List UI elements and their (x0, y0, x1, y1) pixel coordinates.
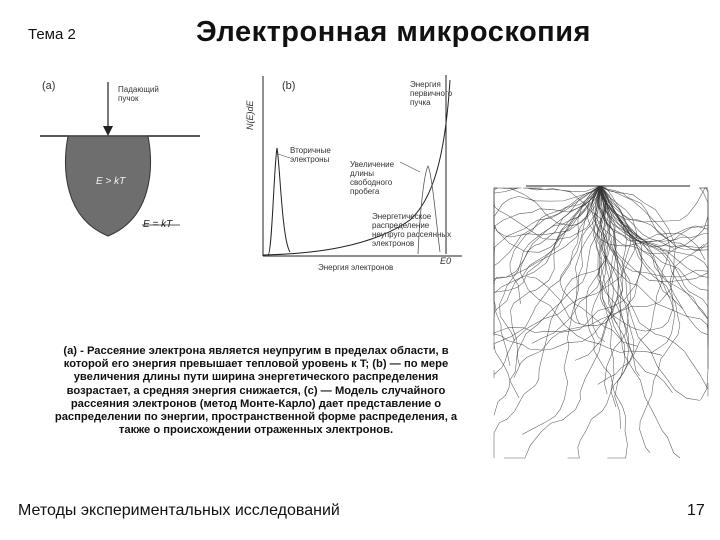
beam-label-line2: пучок (118, 94, 139, 103)
secondary-electrons-peak (268, 148, 290, 255)
increase-label-line3: свободного (350, 178, 393, 187)
beam-label (118, 85, 159, 103)
topic-label: Тема 2 (28, 26, 76, 43)
figure-caption: (a) - Рассеяние электрона является неупругим в пределах области, в которой его энергия превышает тепловой уровень к T; (b) — по мере увеличения длины пути ширина энергетического распределения возрастает, а средняя энергия снижается, (c) — Модель случайного рассеяния электронов (метод Монте-Карло) дает представление о распределении по энергии, пространственной форме распределения, а также о происхождении отраженных электронов. (54, 345, 458, 437)
path-increase-label (350, 160, 394, 196)
distribution-label-line1: Энергетическое (372, 212, 432, 221)
secondary-label-line1: Вторичные (290, 146, 331, 155)
boundary-label: E = kT (143, 219, 173, 230)
distribution-label-line3: неупруго рассеянных (372, 230, 452, 239)
y-axis-label: N(E)dE (245, 100, 255, 130)
distribution-label-line4: электронов (372, 239, 415, 248)
page-title: Электронная микроскопия (196, 16, 591, 48)
beam-label-line1: Падающий (118, 85, 159, 94)
increase-pointer (400, 162, 420, 172)
region-label: E > kT (96, 176, 126, 187)
increase-label-line1: Увеличение (350, 160, 395, 169)
secondary-label-line2: электроны (290, 155, 330, 164)
secondary-electrons-label (290, 146, 331, 164)
inelastic-distribution-label (372, 212, 451, 248)
primary-energy-line3: пучка (410, 98, 431, 107)
page-number: 17 (687, 502, 705, 519)
x-axis-label: Энергия электронов (318, 263, 394, 272)
figure-a-label: (a) (42, 80, 56, 92)
footer-text: Методы экспериментальных исследований (18, 502, 340, 519)
x-axis-end-label: E0 (440, 256, 452, 266)
increase-label-line2: длины (350, 169, 374, 178)
monte-carlo-simulation (490, 180, 712, 462)
primary-energy-line2: первичного (410, 89, 453, 98)
primary-energy-label (410, 80, 452, 107)
figure-a-diagram (30, 78, 210, 253)
secondary-pointer (278, 154, 290, 158)
increase-label-line4: пробега (350, 187, 380, 196)
figure-b-label: (b) (282, 80, 296, 92)
beam-arrowhead (103, 126, 113, 136)
distribution-label-line2: распределение (372, 221, 430, 230)
primary-energy-line1: Энергия (410, 80, 441, 89)
